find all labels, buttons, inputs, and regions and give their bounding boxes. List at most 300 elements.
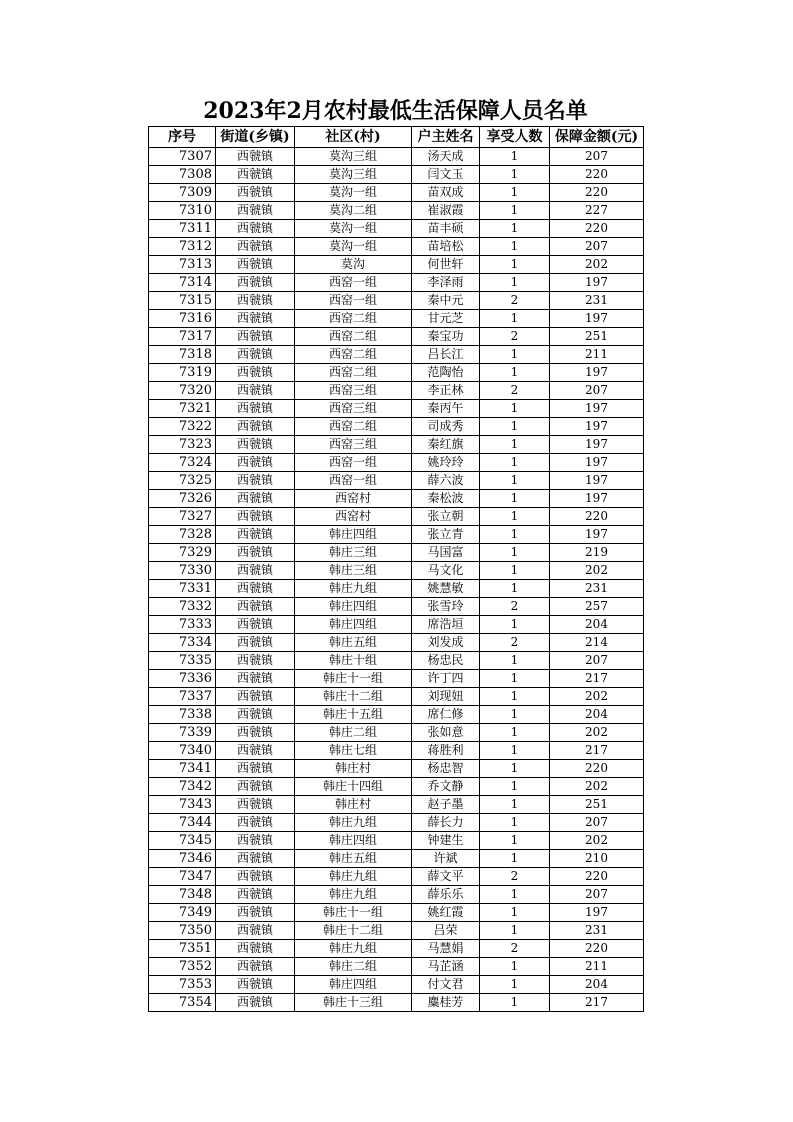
- persons-cell: 1: [480, 922, 550, 940]
- amount-cell: 197: [550, 400, 644, 418]
- persons-cell: 1: [480, 544, 550, 562]
- amount-cell: 197: [550, 472, 644, 490]
- householder-cell: 张如意: [412, 724, 480, 742]
- householder-cell: 刘发成: [412, 634, 480, 652]
- village-cell: 韩庄二组: [295, 724, 412, 742]
- town-cell: 西虢镇: [216, 364, 295, 382]
- village-cell: 韩庄九组: [295, 886, 412, 904]
- amount-cell: 202: [550, 256, 644, 274]
- amount-cell: 220: [550, 184, 644, 202]
- serial-cell: 7347: [149, 868, 216, 886]
- amount-cell: 231: [550, 580, 644, 598]
- persons-cell: 1: [480, 202, 550, 220]
- householder-cell: 薛文平: [412, 868, 480, 886]
- village-cell: 莫沟一组: [295, 220, 412, 238]
- serial-cell: 7339: [149, 724, 216, 742]
- table-row: [149, 616, 644, 634]
- serial-cell: 7320: [149, 382, 216, 400]
- persons-cell: 2: [480, 292, 550, 310]
- village-cell: 韩庄九组: [295, 580, 412, 598]
- serial-cell: 7340: [149, 742, 216, 760]
- householder-cell: 许斌: [412, 850, 480, 868]
- table-row: [149, 760, 644, 778]
- town-cell: 西虢镇: [216, 976, 295, 994]
- table-row: [149, 238, 644, 256]
- town-cell: 西虢镇: [216, 580, 295, 598]
- page-title: 2023年2月农村最低生活保障人员名单: [203, 98, 588, 124]
- serial-cell: 7329: [149, 544, 216, 562]
- town-cell: 西虢镇: [216, 310, 295, 328]
- village-cell: 韩庄四组: [295, 976, 412, 994]
- serial-cell: 7317: [149, 328, 216, 346]
- serial-cell: 7330: [149, 562, 216, 580]
- village-cell: 西窑二组: [295, 328, 412, 346]
- village-cell: 西窑一组: [295, 292, 412, 310]
- village-cell: 韩庄村: [295, 796, 412, 814]
- persons-cell: 1: [480, 724, 550, 742]
- householder-cell: 汤天成: [412, 148, 480, 166]
- serial-cell: 7349: [149, 904, 216, 922]
- town-cell: 西虢镇: [216, 868, 295, 886]
- village-cell: 韩庄四组: [295, 598, 412, 616]
- amount-cell: 207: [550, 652, 644, 670]
- persons-cell: 1: [480, 274, 550, 292]
- table-row: [149, 274, 644, 292]
- serial-cell: 7316: [149, 310, 216, 328]
- persons-cell: 1: [480, 778, 550, 796]
- table-row: [149, 922, 644, 940]
- table-row: [149, 472, 644, 490]
- persons-cell: 1: [480, 562, 550, 580]
- amount-cell: 217: [550, 670, 644, 688]
- amount-cell: 204: [550, 976, 644, 994]
- town-cell: 西虢镇: [216, 166, 295, 184]
- town-cell: 西虢镇: [216, 238, 295, 256]
- serial-cell: 7345: [149, 832, 216, 850]
- amount-cell: 257: [550, 598, 644, 616]
- village-cell: 西窑村: [295, 508, 412, 526]
- amount-cell: 207: [550, 886, 644, 904]
- persons-cell: 1: [480, 256, 550, 274]
- village-cell: 西窑二组: [295, 310, 412, 328]
- persons-cell: 1: [480, 418, 550, 436]
- householder-cell: 秦丙午: [412, 400, 480, 418]
- village-cell: 莫沟三组: [295, 148, 412, 166]
- town-cell: 西虢镇: [216, 958, 295, 976]
- householder-cell: 张立青: [412, 526, 480, 544]
- village-cell: 韩庄四组: [295, 526, 412, 544]
- persons-cell: 1: [480, 454, 550, 472]
- householder-cell: 乔文静: [412, 778, 480, 796]
- persons-cell: 1: [480, 814, 550, 832]
- amount-cell: 202: [550, 562, 644, 580]
- persons-cell: 1: [480, 904, 550, 922]
- householder-cell: 蒋胜利: [412, 742, 480, 760]
- village-cell: 莫沟: [295, 256, 412, 274]
- table-row: [149, 778, 644, 796]
- table-row: [149, 292, 644, 310]
- town-cell: 西虢镇: [216, 904, 295, 922]
- table-row: [149, 796, 644, 814]
- town-cell: 西虢镇: [216, 256, 295, 274]
- householder-cell: 张立朝: [412, 508, 480, 526]
- serial-cell: 7318: [149, 346, 216, 364]
- amount-cell: 197: [550, 436, 644, 454]
- householder-cell: 薛六波: [412, 472, 480, 490]
- householder-cell: 秦宝功: [412, 328, 480, 346]
- householder-cell: 秦松波: [412, 490, 480, 508]
- amount-cell: 202: [550, 832, 644, 850]
- town-cell: 西虢镇: [216, 490, 295, 508]
- table-row: [149, 940, 644, 958]
- village-cell: 韩庄十五组: [295, 706, 412, 724]
- table-row: [149, 598, 644, 616]
- table-row: [149, 490, 644, 508]
- serial-cell: 7342: [149, 778, 216, 796]
- table-row: [149, 652, 644, 670]
- town-cell: 西虢镇: [216, 202, 295, 220]
- serial-cell: 7327: [149, 508, 216, 526]
- village-cell: 西窑二组: [295, 364, 412, 382]
- village-cell: 莫沟二组: [295, 202, 412, 220]
- table-row: [149, 256, 644, 274]
- persons-cell: 1: [480, 796, 550, 814]
- persons-cell: 2: [480, 868, 550, 886]
- amount-cell: 197: [550, 904, 644, 922]
- amount-cell: 231: [550, 922, 644, 940]
- town-cell: 西虢镇: [216, 526, 295, 544]
- amount-cell: 202: [550, 724, 644, 742]
- village-cell: 韩庄十一组: [295, 670, 412, 688]
- village-cell: 韩庄二组: [295, 958, 412, 976]
- table-row: [149, 382, 644, 400]
- persons-cell: 1: [480, 688, 550, 706]
- serial-cell: 7335: [149, 652, 216, 670]
- householder-cell: 席仁修: [412, 706, 480, 724]
- town-cell: 西虢镇: [216, 670, 295, 688]
- table-row: [149, 904, 644, 922]
- persons-cell: 1: [480, 616, 550, 634]
- amount-cell: 202: [550, 688, 644, 706]
- amount-cell: 220: [550, 760, 644, 778]
- town-cell: 西虢镇: [216, 886, 295, 904]
- householder-cell: 杨忠智: [412, 760, 480, 778]
- town-cell: 西虢镇: [216, 508, 295, 526]
- persons-cell: 1: [480, 472, 550, 490]
- table-row: [149, 184, 644, 202]
- amount-cell: 197: [550, 364, 644, 382]
- persons-cell: 2: [480, 382, 550, 400]
- serial-cell: 7331: [149, 580, 216, 598]
- town-cell: 西虢镇: [216, 742, 295, 760]
- amount-cell: 204: [550, 706, 644, 724]
- village-cell: 西窑三组: [295, 400, 412, 418]
- persons-cell: 1: [480, 850, 550, 868]
- householder-cell: 姚红霞: [412, 904, 480, 922]
- householder-cell: 甘元芝: [412, 310, 480, 328]
- village-cell: 韩庄七组: [295, 742, 412, 760]
- town-cell: 西虢镇: [216, 814, 295, 832]
- persons-cell: 2: [480, 940, 550, 958]
- serial-cell: 7351: [149, 940, 216, 958]
- amount-cell: 197: [550, 526, 644, 544]
- persons-cell: 1: [480, 148, 550, 166]
- householder-cell: 马芷涵: [412, 958, 480, 976]
- town-cell: 西虢镇: [216, 148, 295, 166]
- persons-cell: 1: [480, 742, 550, 760]
- amount-cell: 210: [550, 850, 644, 868]
- town-cell: 西虢镇: [216, 292, 295, 310]
- town-cell: 西虢镇: [216, 598, 295, 616]
- town-cell: 西虢镇: [216, 760, 295, 778]
- persons-cell: 1: [480, 670, 550, 688]
- serial-cell: 7333: [149, 616, 216, 634]
- village-cell: 莫沟一组: [295, 184, 412, 202]
- town-cell: 西虢镇: [216, 544, 295, 562]
- householder-cell: 苗丰硕: [412, 220, 480, 238]
- table-row: [149, 850, 644, 868]
- village-cell: 韩庄三组: [295, 562, 412, 580]
- town-cell: 西虢镇: [216, 562, 295, 580]
- householder-cell: 许丁四: [412, 670, 480, 688]
- serial-cell: 7313: [149, 256, 216, 274]
- persons-cell: 1: [480, 184, 550, 202]
- persons-cell: 1: [480, 706, 550, 724]
- persons-cell: 1: [480, 364, 550, 382]
- village-cell: 韩庄五组: [295, 634, 412, 652]
- amount-cell: 220: [550, 220, 644, 238]
- persons-cell: 1: [480, 346, 550, 364]
- town-cell: 西虢镇: [216, 418, 295, 436]
- amount-cell: 220: [550, 508, 644, 526]
- table-row: [149, 328, 644, 346]
- roster-table: [148, 126, 644, 1012]
- serial-cell: 7326: [149, 490, 216, 508]
- persons-cell: 1: [480, 400, 550, 418]
- table-row: [149, 310, 644, 328]
- table-row: [149, 166, 644, 184]
- amount-cell: 220: [550, 868, 644, 886]
- town-cell: 西虢镇: [216, 796, 295, 814]
- householder-cell: 薛长力: [412, 814, 480, 832]
- amount-cell: 207: [550, 382, 644, 400]
- serial-cell: 7344: [149, 814, 216, 832]
- town-cell: 西虢镇: [216, 688, 295, 706]
- serial-cell: 7341: [149, 760, 216, 778]
- village-cell: 西窑二组: [295, 418, 412, 436]
- serial-cell: 7321: [149, 400, 216, 418]
- table-row: [149, 994, 644, 1012]
- amount-cell: 251: [550, 328, 644, 346]
- amount-cell: 207: [550, 814, 644, 832]
- village-cell: 西窑一组: [295, 274, 412, 292]
- householder-cell: 钟建生: [412, 832, 480, 850]
- town-cell: 西虢镇: [216, 634, 295, 652]
- amount-cell: 197: [550, 274, 644, 292]
- serial-cell: 7308: [149, 166, 216, 184]
- town-cell: 西虢镇: [216, 328, 295, 346]
- village-cell: 西窑村: [295, 490, 412, 508]
- householder-cell: 秦中元: [412, 292, 480, 310]
- persons-cell: 1: [480, 238, 550, 256]
- town-cell: 西虢镇: [216, 184, 295, 202]
- town-cell: 西虢镇: [216, 850, 295, 868]
- town-cell: 西虢镇: [216, 994, 295, 1012]
- town-cell: 西虢镇: [216, 778, 295, 796]
- householder-cell: 席浩垣: [412, 616, 480, 634]
- persons-cell: 1: [480, 526, 550, 544]
- village-cell: 韩庄十组: [295, 652, 412, 670]
- serial-cell: 7354: [149, 994, 216, 1012]
- amount-cell: 217: [550, 742, 644, 760]
- householder-cell: 麋桂芳: [412, 994, 480, 1012]
- householder-cell: 薛乐乐: [412, 886, 480, 904]
- amount-cell: 217: [550, 994, 644, 1012]
- table-row: [149, 454, 644, 472]
- persons-cell: 1: [480, 310, 550, 328]
- householder-cell: 付文君: [412, 976, 480, 994]
- village-cell: 西窑一组: [295, 454, 412, 472]
- amount-cell: 197: [550, 490, 644, 508]
- serial-cell: 7310: [149, 202, 216, 220]
- householder-cell: 赵子墨: [412, 796, 480, 814]
- table-row: [149, 742, 644, 760]
- column-header-town: 街道(乡镇): [216, 127, 295, 148]
- serial-cell: 7319: [149, 364, 216, 382]
- persons-cell: 1: [480, 220, 550, 238]
- village-cell: 韩庄十三组: [295, 994, 412, 1012]
- table-row: [149, 580, 644, 598]
- persons-cell: 1: [480, 832, 550, 850]
- table-row: [149, 814, 644, 832]
- persons-cell: 1: [480, 490, 550, 508]
- serial-cell: 7323: [149, 436, 216, 454]
- serial-cell: 7328: [149, 526, 216, 544]
- village-cell: 西窑一组: [295, 472, 412, 490]
- header-row: [149, 127, 644, 148]
- table-row: [149, 634, 644, 652]
- amount-cell: 207: [550, 148, 644, 166]
- town-cell: 西虢镇: [216, 382, 295, 400]
- amount-cell: 220: [550, 166, 644, 184]
- persons-cell: 2: [480, 328, 550, 346]
- village-cell: 西窑三组: [295, 382, 412, 400]
- table-row: [149, 220, 644, 238]
- serial-cell: 7325: [149, 472, 216, 490]
- serial-cell: 7315: [149, 292, 216, 310]
- town-cell: 西虢镇: [216, 472, 295, 490]
- persons-cell: 2: [480, 598, 550, 616]
- householder-cell: 李正林: [412, 382, 480, 400]
- amount-cell: 251: [550, 796, 644, 814]
- table-row: [149, 508, 644, 526]
- persons-cell: 1: [480, 886, 550, 904]
- householder-cell: 马国富: [412, 544, 480, 562]
- table-row: [149, 202, 644, 220]
- householder-cell: 何世轩: [412, 256, 480, 274]
- table-row: [149, 346, 644, 364]
- amount-cell: 197: [550, 454, 644, 472]
- serial-cell: 7324: [149, 454, 216, 472]
- householder-cell: 马慧娟: [412, 940, 480, 958]
- serial-cell: 7338: [149, 706, 216, 724]
- persons-cell: 1: [480, 958, 550, 976]
- serial-cell: 7352: [149, 958, 216, 976]
- village-cell: 韩庄村: [295, 760, 412, 778]
- town-cell: 西虢镇: [216, 652, 295, 670]
- village-cell: 韩庄五组: [295, 850, 412, 868]
- amount-cell: 214: [550, 634, 644, 652]
- village-cell: 莫沟三组: [295, 166, 412, 184]
- town-cell: 西虢镇: [216, 436, 295, 454]
- serial-cell: 7334: [149, 634, 216, 652]
- serial-cell: 7343: [149, 796, 216, 814]
- village-cell: 韩庄十二组: [295, 688, 412, 706]
- table-row: [149, 706, 644, 724]
- householder-cell: 秦红旗: [412, 436, 480, 454]
- town-cell: 西虢镇: [216, 940, 295, 958]
- householder-cell: 范陶怡: [412, 364, 480, 382]
- persons-cell: 1: [480, 976, 550, 994]
- village-cell: 韩庄十二组: [295, 922, 412, 940]
- householder-cell: 吕长江: [412, 346, 480, 364]
- persons-cell: 1: [480, 508, 550, 526]
- amount-cell: 231: [550, 292, 644, 310]
- amount-cell: 207: [550, 238, 644, 256]
- village-cell: 韩庄三组: [295, 544, 412, 562]
- serial-cell: 7332: [149, 598, 216, 616]
- serial-cell: 7309: [149, 184, 216, 202]
- serial-cell: 7337: [149, 688, 216, 706]
- serial-cell: 7311: [149, 220, 216, 238]
- serial-cell: 7346: [149, 850, 216, 868]
- village-cell: 韩庄九组: [295, 940, 412, 958]
- serial-cell: 7353: [149, 976, 216, 994]
- town-cell: 西虢镇: [216, 724, 295, 742]
- table-row: [149, 562, 644, 580]
- table-row: [149, 526, 644, 544]
- column-header-persons: 享受人数: [480, 127, 550, 148]
- table-row: [149, 436, 644, 454]
- village-cell: 韩庄四组: [295, 616, 412, 634]
- table-row: [149, 724, 644, 742]
- table-row: [149, 418, 644, 436]
- persons-cell: 1: [480, 580, 550, 598]
- column-header-householder: 户主姓名: [412, 127, 480, 148]
- serial-cell: 7312: [149, 238, 216, 256]
- amount-cell: 219: [550, 544, 644, 562]
- town-cell: 西虢镇: [216, 922, 295, 940]
- serial-cell: 7350: [149, 922, 216, 940]
- table-row: [149, 886, 644, 904]
- amount-cell: 197: [550, 310, 644, 328]
- householder-cell: 杨忠民: [412, 652, 480, 670]
- town-cell: 西虢镇: [216, 832, 295, 850]
- amount-cell: 211: [550, 346, 644, 364]
- amount-cell: 204: [550, 616, 644, 634]
- persons-cell: 1: [480, 994, 550, 1012]
- householder-cell: 李泽雨: [412, 274, 480, 292]
- table-row: [149, 670, 644, 688]
- serial-cell: 7307: [149, 148, 216, 166]
- table-row: [149, 976, 644, 994]
- persons-cell: 1: [480, 760, 550, 778]
- town-cell: 西虢镇: [216, 220, 295, 238]
- table-row: [149, 688, 644, 706]
- village-cell: 西窑三组: [295, 436, 412, 454]
- householder-cell: 马文化: [412, 562, 480, 580]
- town-cell: 西虢镇: [216, 706, 295, 724]
